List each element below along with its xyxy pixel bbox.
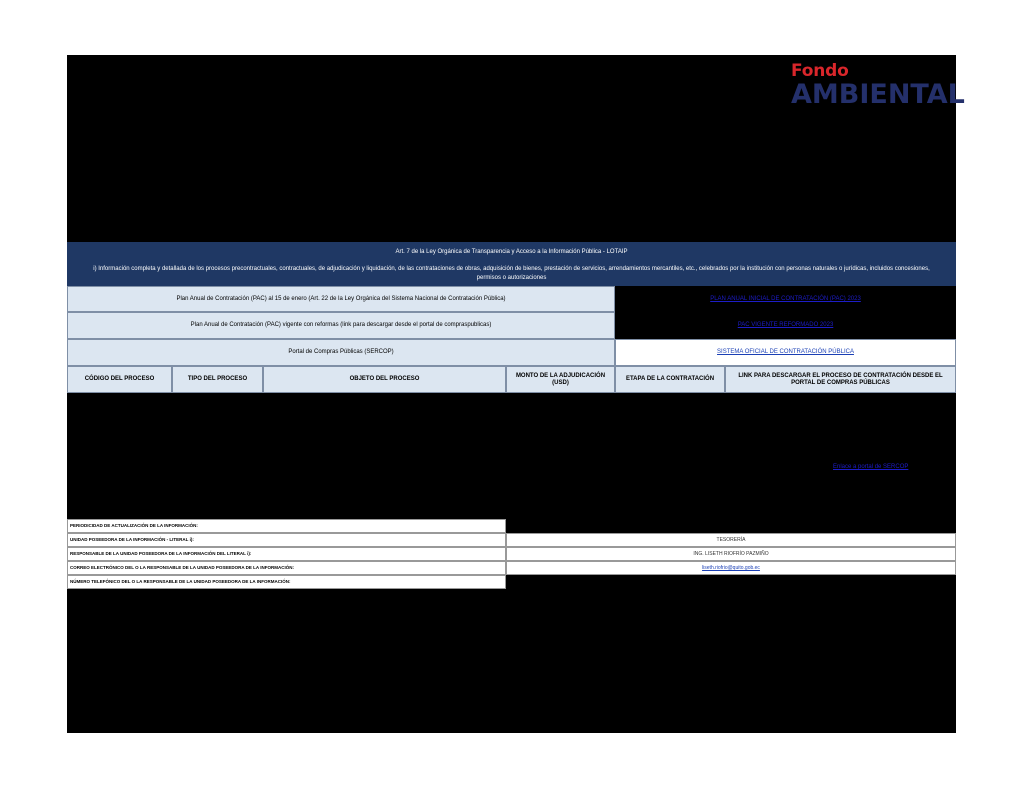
pac-initial-label: Plan Anual de Contratación (PAC) al 15 de enero (Art. 22 de la Ley Orgánica del Sistema Nacional de Contratación Pública) xyxy=(67,286,615,312)
pac-vigente-link[interactable]: PAC VIGENTE REFORMADO 2023 xyxy=(615,312,956,339)
footer-correo-label: CORREO ELECTRÓNICO DEL O LA RESPONSABLE DE LA UNIDAD POSEEDORA DE LA INFORMACIÓN: xyxy=(67,561,506,575)
col-header-tipo xyxy=(172,366,263,393)
col-header-link-text: LINK PARA DESCARGAR EL PROCESO DE CONTRATACIÓN DESDE EL PORTAL DE COMPRAS PÚBLICAS xyxy=(738,372,943,386)
logo-line-ambiental: AMBIENTAL xyxy=(791,79,965,110)
row-sercop-link[interactable]: Enlace a portal de SERCOP xyxy=(833,464,909,470)
footer-correo-value[interactable]: liseth.riofrio@quito.gob.ec xyxy=(506,561,956,575)
col-header-objeto xyxy=(263,366,506,393)
pac-vigente-label: Plan Anual de Contratación (PAC) vigente con reformas (link para descargar desde el portal de compraspublicas) xyxy=(67,312,615,339)
sercop-label: Portal de Compras Públicas (SERCOP) xyxy=(67,339,615,366)
col-header-etapa-text: ETAPA DE LA CONTRATACIÓN xyxy=(625,376,715,382)
footer-responsable-value: ING. LISETH RIOFRÍO PAZMIÑO xyxy=(506,547,956,561)
fondo-ambiental-logo xyxy=(791,61,965,111)
col-header-objeto-text: OBJETO DEL PROCESO xyxy=(349,376,420,382)
col-header-codigo xyxy=(67,366,172,393)
pac-initial-link[interactable]: PLAN ANUAL INICIAL DE CONTRATACIÓN (PAC) 2023 xyxy=(615,286,956,312)
footer-unidad-label: UNIDAD POSEEDORA DE LA INFORMACIÓN - LITERAL i): xyxy=(67,533,506,547)
logo-line-fondo: Fondo xyxy=(791,61,849,81)
col-header-link xyxy=(725,366,956,393)
col-header-codigo-text: CÓDIGO DEL PROCESO xyxy=(84,376,155,382)
footer-unidad-value: TESORERÍA xyxy=(506,533,956,547)
col-header-etapa xyxy=(615,366,725,393)
lotaip-title: Art. 7 de la Ley Orgánica de Transparencia y Acceso a la Información Pública - LOTAIP xyxy=(67,242,956,262)
literal-i-description: i) Información completa y detallada de los procesos precontractuales, contractuales, de adjudicación y liquidación, de las contrataciones de obras, adquisición de bienes, prestación de servicios, arrendamientos mercantiles, etc., celebrados por la institución con personas naturales o jurídicas, incluidos concesiones, permisos o autorizaciones xyxy=(67,262,956,286)
sercop-link[interactable]: SISTEMA OFICIAL DE CONTRATACIÓN PÚBLICA xyxy=(615,339,956,366)
document-sheet xyxy=(67,55,965,733)
footer-responsable-label: RESPONSABLE DE LA UNIDAD POSEEDORA DE LA INFORMACIÓN DEL LITERAL i): xyxy=(67,547,506,561)
footer-periodicidad-label: PERIODICIDAD DE ACTUALIZACIÓN DE LA INFORMACIÓN: xyxy=(67,519,506,533)
col-header-monto-text: MONTO DE LA ADJUDICACIÓN (USD) xyxy=(515,372,606,386)
col-header-monto xyxy=(506,366,615,393)
col-header-tipo-text: TIPO DEL PROCESO xyxy=(187,376,248,382)
footer-telefono-label: NÚMERO TELEFÓNICO DEL O LA RESPONSABLE DE LA UNIDAD POSEEDORA DE LA INFORMACIÓN: xyxy=(67,575,506,589)
